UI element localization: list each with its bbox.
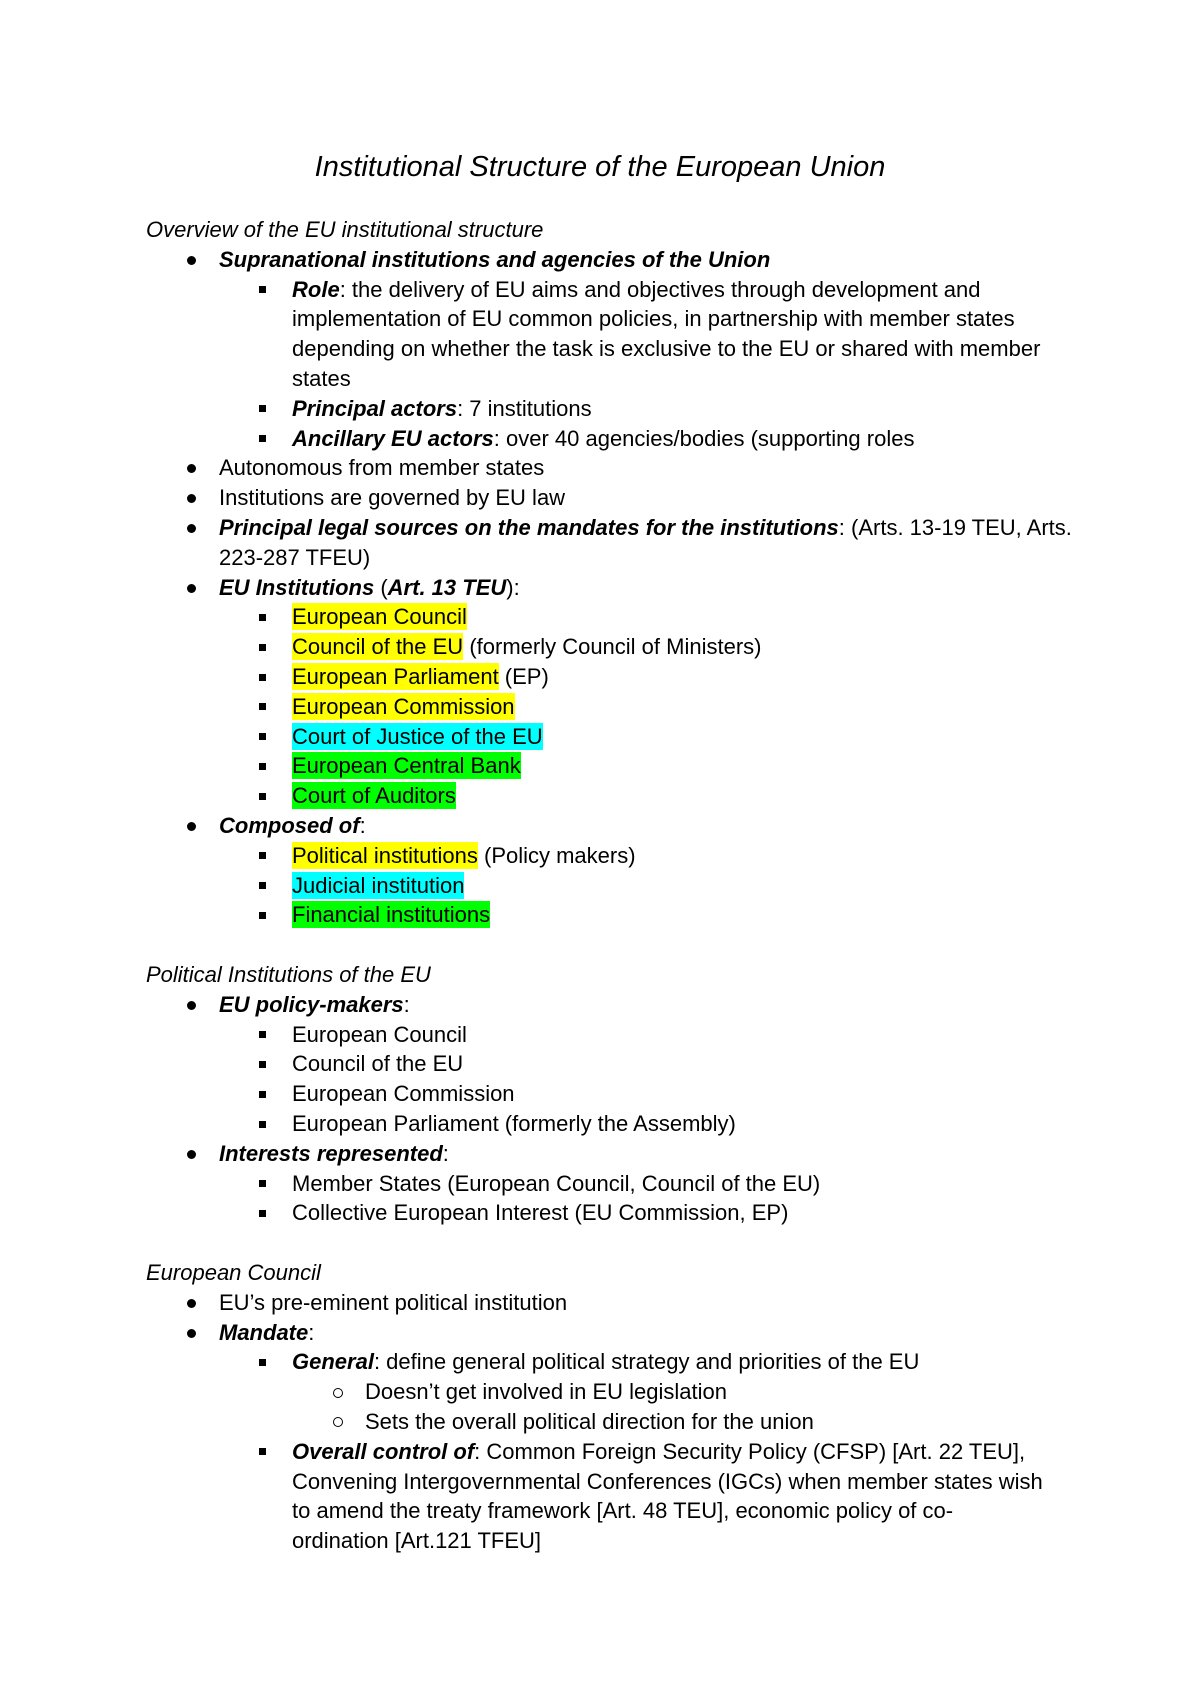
treaty-reference: Art. 13 TEU (387, 574, 507, 600)
blank-line (0, 1228, 1200, 1258)
item-label: Principal actors (292, 395, 458, 421)
item-text: EU’s pre-eminent political institution (219, 1289, 568, 1315)
item-text: : over 40 agencies/bodies (supporting roles (493, 425, 915, 451)
bullet-square-icon (259, 644, 266, 651)
bullet-circle-icon (333, 1417, 343, 1427)
section-heading-text: European Council (146, 1259, 321, 1285)
highlighted-institution: European Commission (292, 693, 515, 719)
list-item-role-continuation (0, 304, 1200, 334)
institution-note: (EP) (498, 664, 549, 690)
bullet-circle-icon (333, 1388, 343, 1398)
document-title: Institutional Structure of the European Union (314, 151, 886, 183)
list-item-interest (0, 1169, 1200, 1199)
highlighted-institution: Court of Justice of the EU (292, 723, 543, 749)
bullet-square-icon (259, 703, 266, 710)
list-item-composition (0, 841, 1200, 871)
item-text: Member States (European Council, Council of the EU) (292, 1170, 821, 1196)
bullet-square-icon (259, 1180, 266, 1187)
bullet-disc-icon (187, 256, 196, 265)
list-item-policy-maker (0, 1049, 1200, 1079)
item-label: Interests represented (219, 1140, 443, 1166)
list-item-role (0, 275, 1200, 305)
highlighted-institution: European Central Bank (292, 753, 521, 779)
list-item-institution (0, 602, 1200, 632)
blank-line (0, 930, 1200, 960)
item-text: : define general political strategy and priorities of the EU (373, 1349, 920, 1375)
bullet-disc-icon (187, 464, 196, 473)
category-note: (Policy makers) (477, 842, 636, 868)
highlighted-institution: European Council (292, 604, 467, 630)
bullet-square-icon (259, 1091, 266, 1098)
bullet-square-icon (259, 733, 266, 740)
item-text: Convening Intergovernmental Conferences (IGCs) when member states wish (292, 1468, 1043, 1494)
item-text: ( (374, 574, 388, 600)
bullet-disc-icon (187, 524, 196, 533)
list-item-role-continuation (0, 364, 1200, 394)
list-item-policy-maker (0, 1020, 1200, 1050)
item-label: General (292, 1349, 374, 1375)
list-item-overall-control-continuation (0, 1526, 1200, 1556)
list-item-composition (0, 900, 1200, 930)
item-text: states (292, 366, 351, 392)
item-text: European Commission (292, 1081, 515, 1107)
bullet-square-icon (259, 674, 266, 681)
bullet-disc-icon (187, 584, 196, 593)
item-label: EU Institutions (219, 574, 375, 600)
list-item-autonomous (0, 453, 1200, 483)
item-text: Council of the EU (292, 1051, 464, 1077)
bullet-square-icon (259, 882, 266, 889)
list-item-composed-of (0, 811, 1200, 841)
list-item-institution (0, 722, 1200, 752)
item-label: Mandate (219, 1319, 309, 1345)
item-text: : (359, 813, 366, 839)
list-item-policy-maker (0, 1079, 1200, 1109)
list-item-institution (0, 751, 1200, 781)
list-item-institution (0, 632, 1200, 662)
list-item-role-continuation (0, 334, 1200, 364)
bullet-disc-icon (187, 1329, 196, 1338)
bullet-disc-icon (187, 1150, 196, 1159)
item-text: : (Arts. 13-19 TEU, Arts. (838, 515, 1072, 541)
item-label: Role (292, 276, 340, 302)
list-item-overall-control-continuation (0, 1496, 1200, 1526)
list-item-mandate (0, 1318, 1200, 1348)
item-text: European Council (292, 1021, 467, 1047)
highlighted-category: Political institutions (292, 842, 478, 868)
bullet-square-icon (259, 1210, 266, 1217)
list-item-supranational (0, 245, 1200, 275)
list-item-eu-institutions (0, 573, 1200, 603)
item-label: Ancillary EU actors (292, 425, 494, 451)
item-text: : 7 institutions (457, 395, 592, 421)
bullet-square-icon (259, 793, 266, 800)
institution-note: (formerly Council of Ministers) (463, 634, 762, 660)
section-heading-european-council (0, 1258, 1200, 1288)
item-text: Institutions are governed by EU law (219, 485, 566, 511)
list-item-ancillary-actors (0, 424, 1200, 454)
list-item-institution (0, 662, 1200, 692)
item-text: to amend the treaty framework [Art. 48 TEU], economic policy of co- (292, 1498, 954, 1524)
list-item-interest (0, 1198, 1200, 1228)
item-text: depending on whether the task is exclusive to the EU or shared with member (292, 336, 1041, 362)
item-text: Autonomous from member states (219, 455, 545, 481)
list-item-overall-control (0, 1437, 1200, 1467)
highlighted-category: Judicial institution (292, 872, 465, 898)
bullet-square-icon (259, 1359, 266, 1366)
bullet-disc-icon (187, 494, 196, 503)
list-item-legal-sources-continuation (0, 543, 1200, 573)
highlighted-category: Financial institutions (292, 902, 491, 928)
item-text: : (442, 1140, 449, 1166)
bullet-square-icon (259, 1031, 266, 1038)
list-item-policy-maker (0, 1109, 1200, 1139)
list-item-pre-eminent (0, 1288, 1200, 1318)
item-text: ordination [Art.121 TFEU] (292, 1528, 542, 1554)
item-text: Sets the overall political direction for the union (365, 1408, 814, 1434)
item-label: Supranational institutions and agencies of the Union (219, 246, 771, 272)
list-item-general-point (0, 1377, 1200, 1407)
item-label: Composed of (219, 813, 360, 839)
list-item-governed (0, 483, 1200, 513)
bullet-disc-icon (187, 1299, 196, 1308)
list-item-institution (0, 781, 1200, 811)
list-item-legal-sources (0, 513, 1200, 543)
highlighted-institution: European Parliament (292, 664, 499, 690)
bullet-disc-icon (187, 1001, 196, 1010)
list-item-general-point (0, 1407, 1200, 1437)
item-text: European Parliament (formerly the Assembly) (292, 1111, 736, 1136)
bullet-square-icon (259, 614, 266, 621)
bullet-square-icon (259, 1061, 266, 1068)
bullet-square-icon (259, 1121, 266, 1128)
item-label: EU policy-makers (219, 991, 404, 1017)
item-text: Collective European Interest (EU Commission, EP) (292, 1200, 789, 1226)
document-body (0, 215, 1200, 1556)
bullet-square-icon (259, 405, 266, 412)
section-heading-text: Political Institutions of the EU (146, 962, 431, 988)
item-text: Doesn’t get involved in EU legislation (365, 1379, 727, 1405)
item-text: 223-287 TFEU) (219, 544, 371, 570)
list-item-general-mandate (0, 1347, 1200, 1377)
list-item-composition (0, 871, 1200, 901)
bullet-square-icon (259, 852, 266, 859)
bullet-square-icon (259, 435, 266, 442)
bullet-square-icon (259, 763, 266, 770)
section-heading-text: Overview of the EU institutional structure (146, 217, 544, 243)
item-text: ): (506, 574, 520, 600)
bullet-square-icon (259, 1448, 266, 1455)
bullet-disc-icon (187, 822, 196, 831)
item-text: : Common Foreign Security Policy (CFSP) [Art. 22 TEU], (474, 1438, 1026, 1464)
list-item-overall-control-continuation (0, 1467, 1200, 1497)
list-item-principal-actors (0, 394, 1200, 424)
highlighted-institution: Council of the EU (292, 634, 464, 660)
item-text: : (308, 1319, 315, 1345)
bullet-square-icon (259, 286, 266, 293)
bullet-square-icon (259, 912, 266, 919)
section-heading-overview (0, 215, 1200, 245)
item-label: Overall control of (292, 1438, 475, 1464)
list-item-interests (0, 1139, 1200, 1169)
list-item-institution (0, 692, 1200, 722)
section-heading-political (0, 960, 1200, 990)
highlighted-institution: Court of Auditors (292, 783, 456, 809)
item-label: Principal legal sources on the mandates for the institutions (219, 515, 839, 541)
item-text: : the delivery of EU aims and objectives through development and (339, 276, 981, 302)
item-text: implementation of EU common policies, in partnership with member states (292, 306, 1015, 332)
item-text: : (403, 991, 410, 1017)
list-item-policy-makers (0, 990, 1200, 1020)
